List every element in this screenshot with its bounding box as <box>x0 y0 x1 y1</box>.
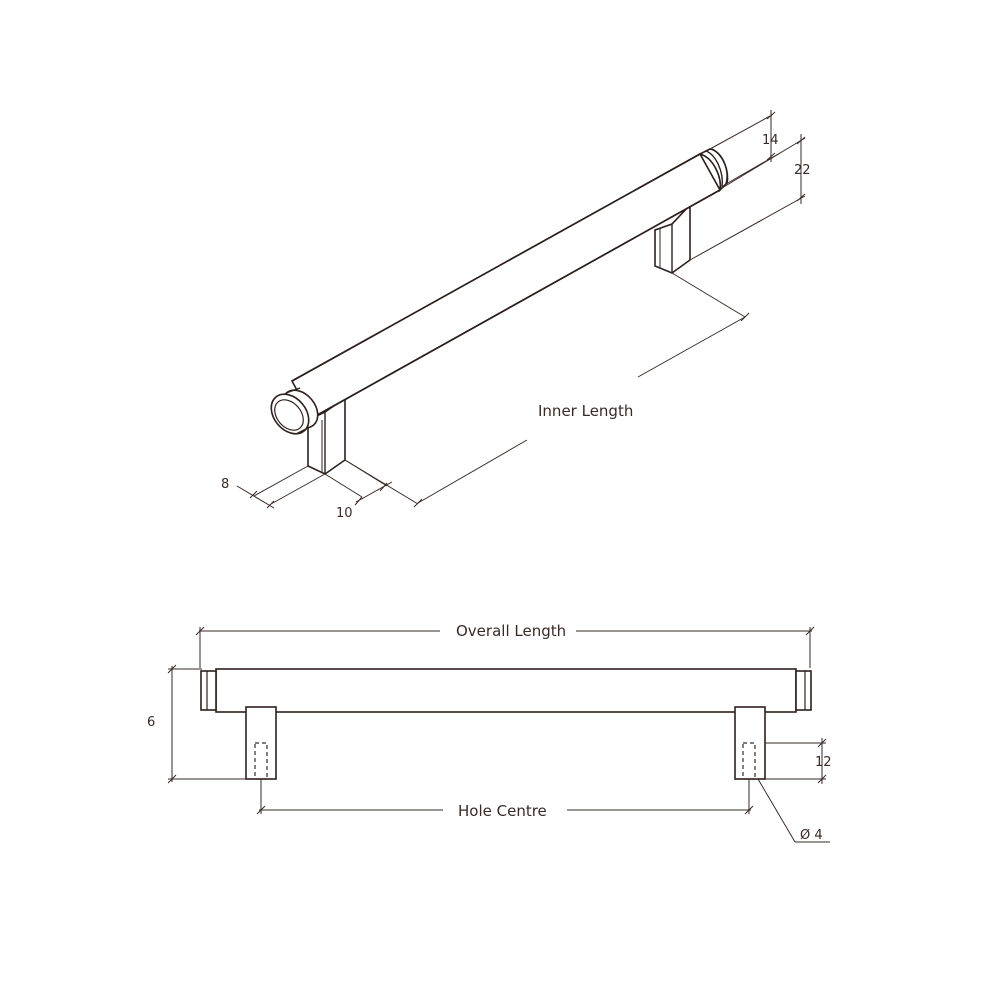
front-dim-12 <box>765 738 832 784</box>
front-right-post <box>735 707 765 779</box>
isometric-view <box>221 110 811 521</box>
front-dim-overall-length <box>196 622 814 668</box>
front-left-end-cap <box>201 671 216 710</box>
dim-label-12: 12 <box>815 755 832 770</box>
iso-bar <box>292 154 720 418</box>
front-bar <box>216 669 796 712</box>
front-left-post <box>246 707 276 779</box>
dim-label-overall-length: Overall Length <box>456 622 567 640</box>
front-leader-hole-diameter <box>758 779 830 843</box>
iso-dim-inner-length <box>345 273 749 507</box>
iso-dim-10 <box>325 460 392 521</box>
dim-label-22: 22 <box>794 163 811 178</box>
dim-label-14: 14 <box>762 133 779 148</box>
dim-label-8: 8 <box>221 477 230 492</box>
iso-dim-8 <box>221 466 325 508</box>
dim-label-hole-diameter: Ø 4 <box>800 828 823 843</box>
dim-label-hole-centre: Hole Centre <box>458 802 547 820</box>
dim-label-inner-length: Inner Length <box>538 402 634 420</box>
front-dim-hole-centre <box>257 779 753 820</box>
dim-label-6: 6 <box>147 715 156 730</box>
front-view <box>147 622 832 843</box>
dim-label-10: 10 <box>336 506 353 521</box>
front-right-end-cap <box>796 671 811 710</box>
